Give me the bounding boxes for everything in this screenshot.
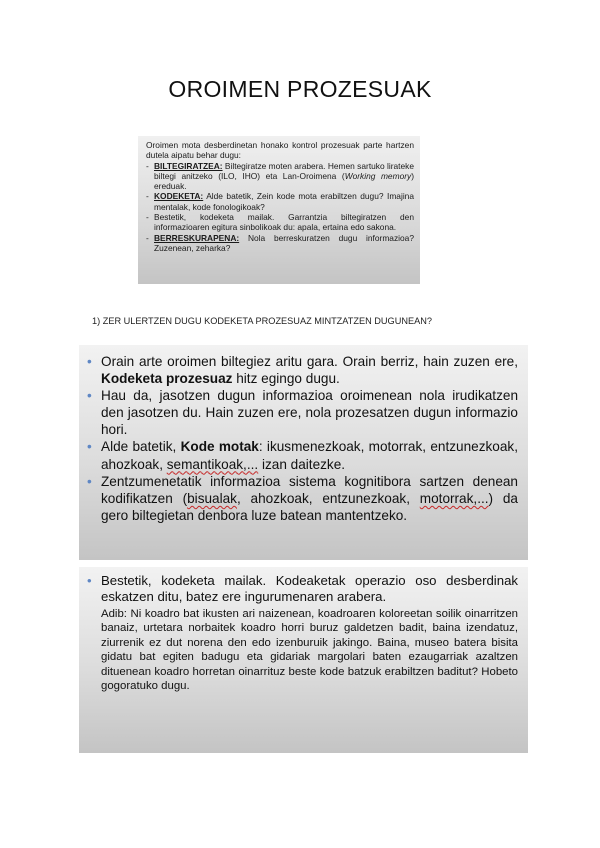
item-text: Nola berreskuratzen dugu informazioa? Zuzenean, zeharka? [154,232,414,253]
slide-panel-mailak [79,567,528,753]
item-text: Alde batetik, Zein kode mota erabiltzen dugu? Imajina mentalak, kode fonologikoak? [154,191,414,212]
example-text: Adib: Ni koadro bat ikusten ari naizenean, koadroaren koloreetan soilik oinarritzen banaiz, urtetara norbaitek koadro horri buruz galdetzen badit, baina izendatuz, ziurrenik ez dut norena den edo izenburuik jakingo. Baina, museo batera bisita gidatu bat egiten badugu eta gidariak margolari baten ezaugarriak azaltzen dituenean koadro horretan oinarrituz beste kode batzuk erabiltzen baditut? Hobeto gogoratuko dugu. [101,608,518,693]
bullet-text: Zentzumenetatik informazioa sistema kognitibora sartzen denean kodifikatzen ( [101,473,518,506]
spellcheck-word: motorrak,... [419,490,489,506]
bullet-text-mid: , ahozkoak, entzunezkoak, [236,490,420,506]
intro-box [138,136,420,284]
item-label: BERRESKURAPENA: [154,232,240,243]
bullet-2 [87,387,518,438]
bullet-text: Hau da, jasotzen dugun informazioa oroimenean nola irudikatzen den jasotzen du. Hain zuzen ere, nola prozesatzen dugun informazio hori. [101,388,518,438]
item-label: BILTEGIRATZEA: [154,160,223,171]
bullet-text: Alde batetik, [101,439,181,455]
item-text: Biltegiratze moten arabera. Hemen sartuko lirateke biltegi anitzeko (ILO, IHO) eta Lan-Oroimena ( [154,160,414,181]
slide-panel-kodeketa [79,345,528,560]
item-text: Bestetik, kodeketa mailak. Garrantzia biltegiratzen den informazioaren egitura sinbolikoak du: apala, ertaina edo sakona. [154,212,414,233]
item-italic: Working memory [344,170,412,181]
list-item-biltegiratzea [146,161,414,192]
list-item-kodeketa [146,191,414,212]
item-label: KODEKETA: [154,191,204,202]
list-item-berreskurapena [146,233,414,254]
page-title: OROIMEN PROZESUAK [168,76,432,102]
list-item-mailak [146,212,414,233]
spellcheck-word: semantikoak,... [166,456,259,472]
bullet-4 [87,473,518,524]
bullet-text-end: izan daitezke. [258,456,346,472]
bullet-bold: Kode motak [180,439,259,455]
question-heading: 1) ZER ULERTZEN DUGU KODEKETA PROZESUAZ MINTZATZEN DUGUNEAN? [92,316,432,326]
bullet-text: Orain arte oroimen biltegiez aritu gara. Orain berriz, hain zuzen ere, [101,354,518,369]
bullet-1 [87,353,518,387]
bullet-3 [87,438,518,472]
bullet-text-end: ) da gero biltegietan denbora luze batean mantentzeko. [101,490,518,523]
bullet-bold: Kodeketa prozesuaz [101,371,233,387]
bullet-1 [87,573,518,605]
spellcheck-word: bisualak [187,490,237,506]
item-text-end: ) ereduak. [154,170,415,192]
bullet-text-mid: : ikusmenezkoak, motorrak, entzunezkoak, ahozkoak, [101,439,518,472]
bullet-text-end: hitz egingo dugu. [232,371,340,387]
intro-text: Oroimen mota desberdinetan honako kontrol prozesuak parte hartzen dutela aipatu behar dugu: [146,140,414,161]
bullet-text: Bestetik, kodeketa mailak. Kodeaketak operazio oso desberdinak eskatzen ditu, batez ere ingurumenaren arabera. [101,573,518,604]
